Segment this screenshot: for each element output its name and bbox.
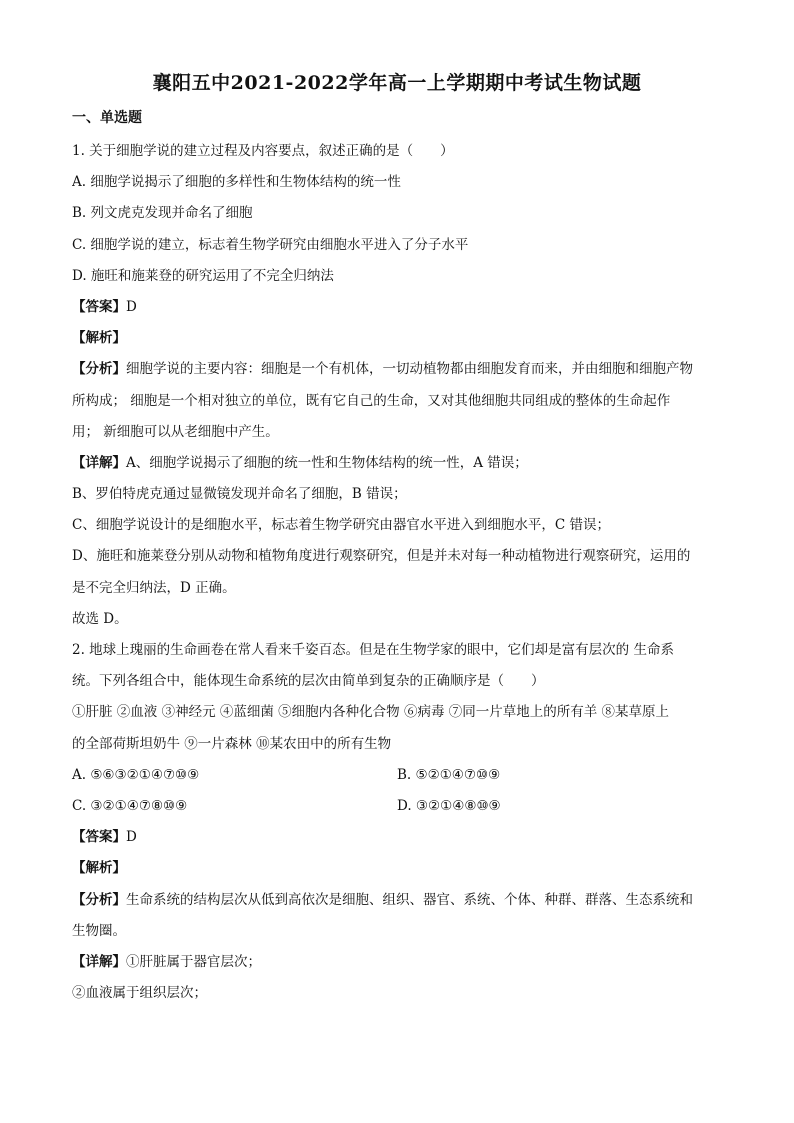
question-1-answer xyxy=(72,292,722,323)
question-2-analysis-line: 【分析】生命系统的结构层次从低到高依次是细胞、组织、器官、系统、个体、种群、群落、生态系统和 xyxy=(72,891,693,908)
detail-tag: 【详解】 xyxy=(72,454,126,471)
answer-value: D xyxy=(126,829,137,846)
question-1-option-a: A. 细胞学说揭示了细胞的多样性和生物体结构的统一性 xyxy=(72,174,401,191)
question-2-stem: 2. 地球上瑰丽的生命画卷在常人看来千姿百态。但是在生物学家的眼中，它们却是富有层次的 生命系 xyxy=(72,642,674,658)
question-1-analysis-line: 所构成； 细胞是一个相对独立的单位，既有它自己的生命，又对其他细胞共同组成的整体的生命起作 xyxy=(72,392,671,409)
document-body xyxy=(72,136,722,1009)
question-1-option-d: D. 施旺和施莱登的研究运用了不完全归纳法 xyxy=(72,267,334,284)
question-1-detail-line: B、罗伯特虎克通过显微镜发现并命名了细胞，B 错误； xyxy=(72,486,407,503)
question-1-detail-line: 【详解】A、细胞学说揭示了细胞的统一性和生物体结构的统一性，A 错误； xyxy=(72,454,528,471)
question-1-option-b: B. 列文虎克发现并命名了细胞 xyxy=(72,205,253,222)
question-2-option-b: B. ⑤②①④⑦⑩⑨ xyxy=(397,766,501,783)
question-1-detail-line: C、细胞学说设计的是细胞水平，标志着生物学研究由器官水平进入到细胞水平，C 错误； xyxy=(72,517,610,534)
section-heading: 一、单选题 xyxy=(72,110,142,126)
question-2-options-row xyxy=(72,760,722,791)
answer-label: 【答案】 xyxy=(72,829,126,846)
question-2-detail-line: ②血液属于组织层次； xyxy=(72,985,207,1002)
question-2-items: 的全部荷斯坦奶牛 ⑨一片森林 ⑩某农田中的所有生物 xyxy=(72,735,392,752)
analysis-tag: 【分析】 xyxy=(72,361,126,378)
question-2-option-d: D. ③②①④⑧⑩⑨ xyxy=(397,797,501,814)
answer-label: 【答案】 xyxy=(72,298,126,315)
question-2-options-row xyxy=(72,791,722,822)
detail-tag: 【详解】 xyxy=(72,953,126,970)
question-2-analysis-label: 【解析】 xyxy=(72,860,126,877)
question-2-stem: 统。下列各组合中，能体现生命系统的层次由简单到复杂的正确顺序是（ ） xyxy=(72,673,545,690)
question-1-analysis-line: 【分析】细胞学说的主要内容：细胞是一个有机体，一切动植物都由细胞发育而来，并由细胞和细胞产物 xyxy=(72,361,693,378)
question-1-conclusion: 故选 D。 xyxy=(72,610,128,627)
question-2-answer xyxy=(72,822,722,853)
document-title: 襄阳五中2021-2022学年高一上学期期中考试生物试题 xyxy=(152,72,642,94)
question-1-option-c: C. 细胞学说的建立，标志着生物学研究由细胞水平进入了分子水平 xyxy=(72,236,469,253)
question-2-analysis-line: 生物圈。 xyxy=(72,922,126,939)
question-1-stem: 1. 关于细胞学说的建立过程及内容要点，叙述正确的是（ ） xyxy=(72,143,454,159)
question-1-detail-line: D、施旺和施莱登分别从动物和植物角度进行观察研究，但是并未对每一种动植物进行观察研究，运用的 xyxy=(72,548,691,565)
question-1-analysis-label: 【解析】 xyxy=(72,330,126,347)
question-1-detail-line: 是不完全归纳法，D 正确。 xyxy=(72,579,236,596)
question-2-option-a: A. ⑤⑥③②①④⑦⑩⑨ xyxy=(72,766,200,783)
question-2-items: ①肝脏 ②血液 ③神经元 ④蓝细菌 ⑤细胞内各种化合物 ⑥病毒 ⑦同一片草地上的所有羊 ⑧某草原上 xyxy=(72,704,670,721)
question-2-detail-line: 【详解】①肝脏属于器官层次； xyxy=(72,953,261,970)
analysis-tag: 【分析】 xyxy=(72,891,126,908)
answer-value: D xyxy=(126,298,137,315)
question-1-analysis-line: 用； 新细胞可以从老细胞中产生。 xyxy=(72,423,279,440)
question-2-option-c: C. ③②①④⑦⑧⑩⑨ xyxy=(72,797,188,814)
